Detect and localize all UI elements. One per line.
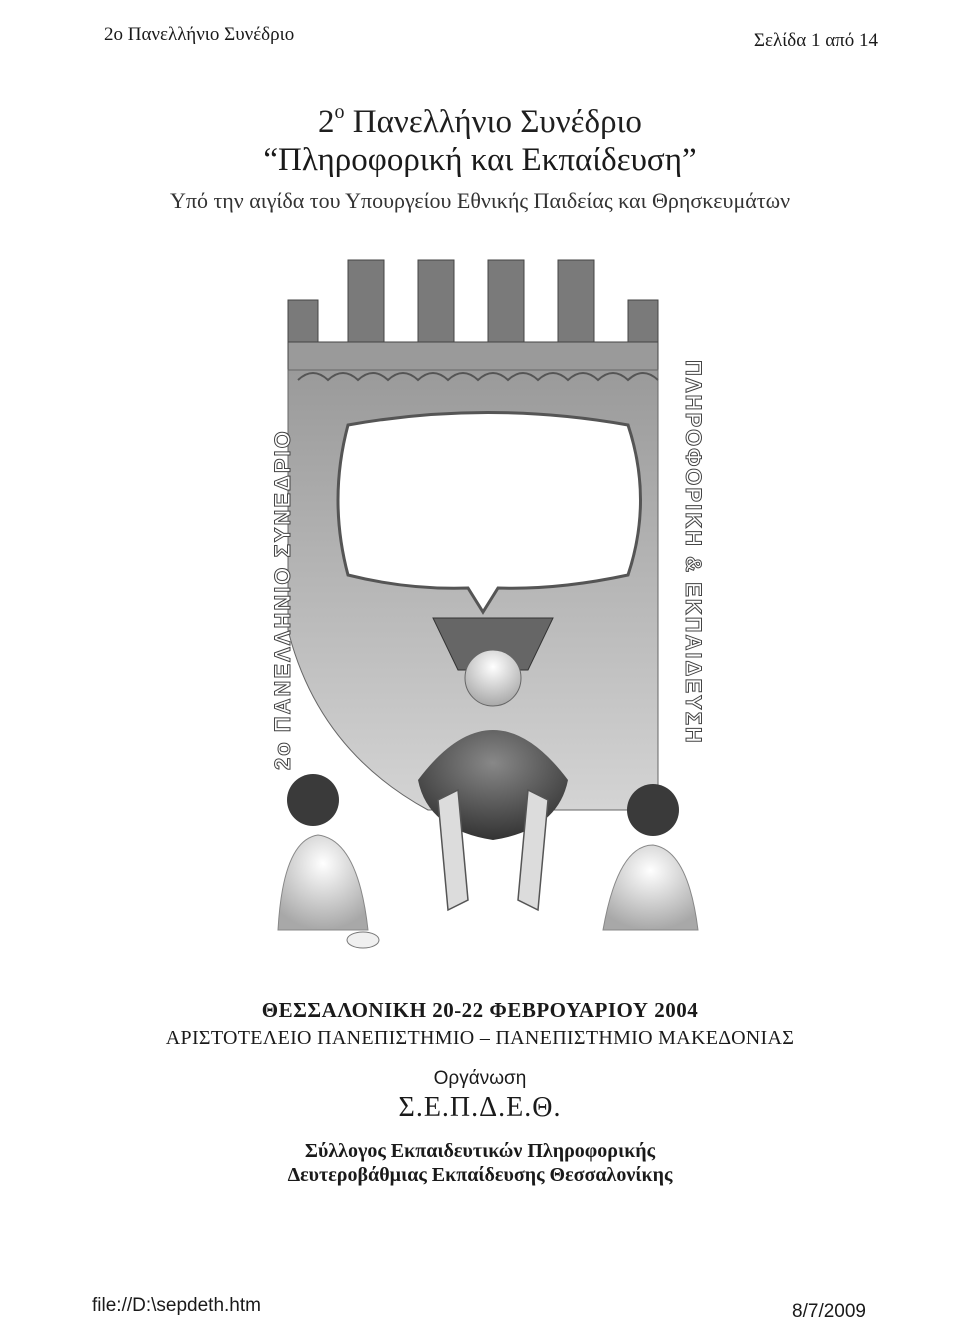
page-number: Σελίδα 1 από 14 [753, 30, 878, 51]
footer-file-path: file://D:\sepdeth.htm [92, 1295, 261, 1316]
event-venue: ΑΡΙΣΤΟΤΕΛΕΙΟ ΠΑΝΕΠΙΣΤΗΜΙΟ – ΠΑΝΕΠΙΣΤΗΜΙΟ ΜΑΚΕΔΟΝΙΑΣ [165, 1027, 795, 1049]
conference-poster [258, 250, 718, 960]
running-header-title: 2ο Πανελλήνιο Συνέδριο [104, 24, 295, 45]
title-main: Πανελλήνιο Συνέδριο [352, 104, 642, 140]
battlements [288, 260, 658, 370]
organizer-name-line2: Δευτεροβάθμιας Εκπαίδευσης Θεσσαλονίκης [287, 1164, 673, 1186]
conference-subtitle: “Πληροφορική και Εκπαίδευση” [263, 142, 697, 178]
conference-title [0, 94, 960, 142]
tower-illustration [258, 250, 718, 960]
title-ordinal: ο [334, 101, 345, 123]
speech-bubble [338, 413, 641, 613]
footer-date: 8/7/2009 [792, 1301, 866, 1322]
event-place-date: ΘΕΣΣΑΛΟΝΙΚΗ 20-22 ΦΕΒΡΟΥΑΡΙΟΥ 2004 [261, 998, 699, 1022]
mouse-icon [347, 932, 379, 948]
auspices-line: Υπό την αιγίδα του Υπουργείου Εθνικής Παιδείας και Θρησκευμάτων [169, 188, 791, 213]
graduate-head [465, 650, 521, 706]
organizer-name-line1: Σύλλογος Εκπαιδευτικών Πληροφορικής [304, 1140, 656, 1162]
poster-left-text: 2ο ΠΑΝΕΛΛΗΝΙΟ ΣΥΝΕΔΡΙΟ [270, 429, 295, 770]
poster-right-text: ΠΛΗΡΟΦΟΡΙΚΗ & ΕΚΠΑΙΔΕΥΣΗ [681, 360, 706, 745]
student-left-body [278, 835, 368, 930]
student-right-head [627, 784, 679, 836]
organizer-label: Οργάνωση [433, 1068, 527, 1089]
title-number: 2 [318, 104, 335, 140]
organizer-abbreviation: Σ.Ε.Π.Δ.Ε.Θ. [398, 1092, 562, 1123]
student-right-body [603, 845, 698, 930]
student-left-head [287, 774, 339, 826]
